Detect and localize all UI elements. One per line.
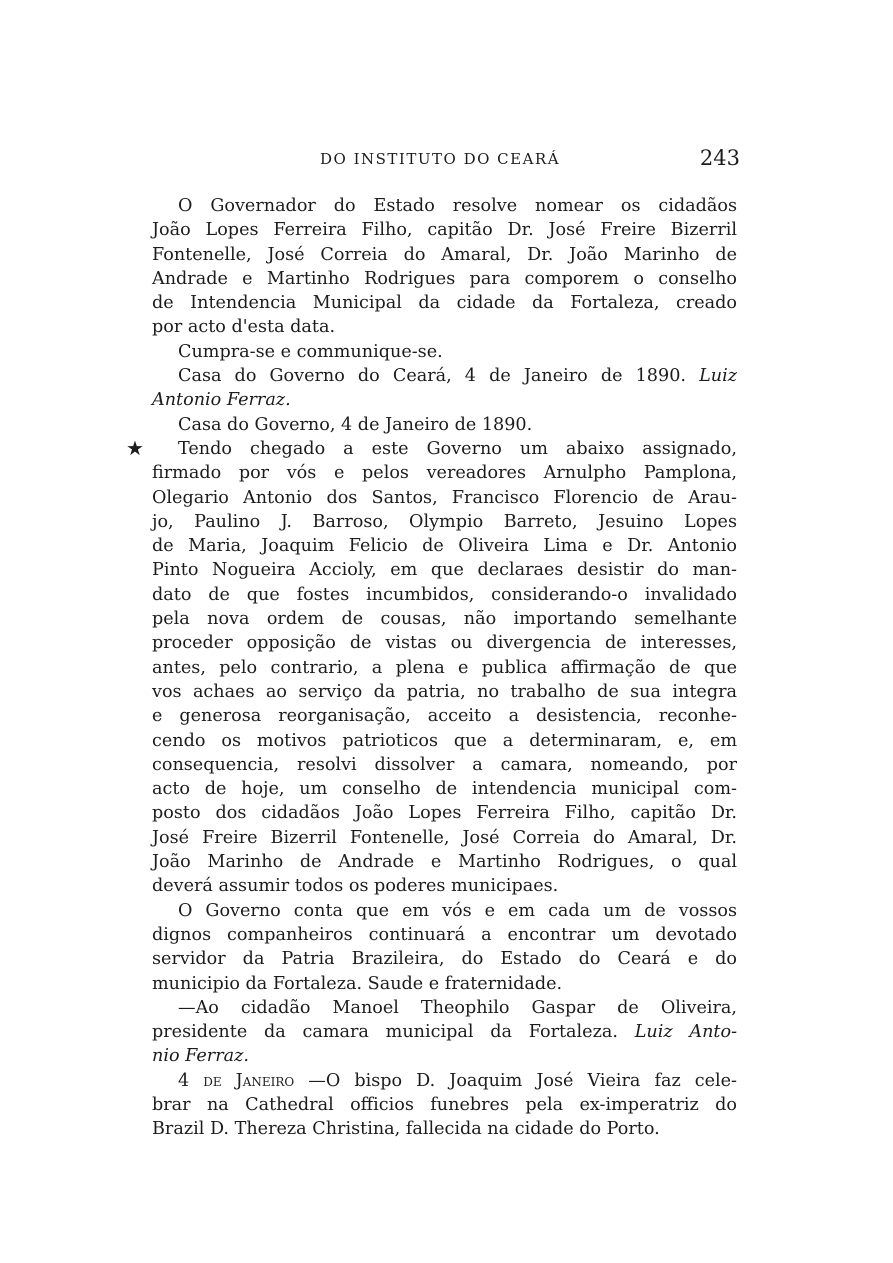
text-line: por acto d'esta data. [152, 317, 336, 338]
text-line: João Marinho de Andrade e Martinho Rodrigues, o qual [152, 852, 737, 873]
text-line: firmado por vós e pelos vereadores Arnulpho Pamplona, [152, 463, 737, 484]
text-line: cendo os motivos patrioticos que a determinaram, e, em [152, 730, 737, 751]
text-line: Brazil D. Thereza Christina, fallecida na cidade do Porto. [152, 1119, 660, 1140]
text-line: consequencia, resolvi dissolver a camara, nomeando, por [152, 754, 737, 775]
text-line: Casa do Governo, 4 de Janeiro de 1890. [178, 414, 533, 435]
text-line: e generosa reorganisação, acceito a desistencia, reconhe- [152, 706, 737, 727]
page-header [150, 146, 740, 176]
text-line: deverá assumir todos os poderes municipaes. [152, 876, 559, 897]
page-number: 243 [699, 146, 740, 170]
text-line: vos achaes ao serviço da patria, no trabalho de sua integra [152, 681, 737, 702]
signature-name: Luiz [699, 366, 737, 387]
text-line: antes, pelo contrario, a plena e publica affirmação de que [152, 657, 737, 678]
text-line: acto de hoje, um conselho de intendencia municipal com- [152, 779, 737, 800]
text-line: servidor da Patria Brazileira, do Estado do Ceará e do [152, 949, 737, 970]
text-line: jo, Paulino J. Barroso, Olympio Barreto, Jesuino Lopes [152, 511, 737, 532]
addressee-text: presidente da camara municipal da Fortaleza. [152, 1022, 618, 1043]
text-line [152, 388, 737, 412]
text-line: O Governador do Estado resolve nomear os cidadãos [178, 196, 737, 216]
running-head: DO INSTITUTO DO CEARÁ [320, 150, 561, 168]
text-line [152, 1069, 737, 1093]
signature-name: Luiz Anto- [634, 1022, 738, 1043]
text-line: proceder opposição de vistas ou divergencia de interesses, [152, 633, 737, 654]
margin-star-mark: ★ [126, 436, 144, 460]
text-line: Fontenelle, José Correia do Amaral, Dr. João Marinho de [152, 244, 737, 265]
date-heading: 4 de Janeiro [178, 1070, 295, 1091]
text-line: —Ao cidadão Manoel Theophilo Gaspar de Oliveira, [178, 997, 737, 1018]
text-line: Olegario Antonio dos Santos, Francisco Florencio de Arau- [152, 487, 737, 508]
entry-text: —O bispo D. Joaquim José Vieira faz cele- [308, 1070, 738, 1091]
text-line: de Maria, Joaquim Felicio de Oliveira Lima e Dr. Antonio [152, 536, 737, 557]
text-line: João Lopes Ferreira Filho, capitão Dr. José Freire Bizerril [152, 220, 737, 241]
text-line: José Freire Bizerril Fontenelle, José Correia do Amaral, Dr. [152, 827, 737, 848]
signature-name: Antonio Ferraz. [152, 390, 291, 411]
text-line: Andrade e Martinho Rodrigues para comporem o conselho [152, 268, 737, 289]
text-line: de Intendencia Municipal da cidade da Fortaleza, creado [152, 293, 737, 314]
text-line: dignos companheiros continuará a encontrar um devotado [152, 924, 737, 945]
text-line: O Governo conta que em vós e em cada um de vossos [178, 900, 737, 921]
text-line [152, 1020, 737, 1044]
signature-name: nio Ferraz. [152, 1046, 249, 1067]
text-line: Pinto Nogueira Accioly, em que declaraes desistir do man- [152, 560, 737, 581]
text-line: pela nova ordem de cousas, não importando semelhante [152, 609, 737, 630]
text-line [152, 364, 737, 388]
text-line: posto dos cidadãos João Lopes Ferreira Filho, capitão Dr. [152, 803, 737, 824]
date-text: Casa do Governo do Ceará, 4 de Janeiro de 1890. [178, 366, 686, 387]
text-line: brar na Cathedral officios funebres pela ex-imperatriz do [152, 1094, 737, 1115]
text-line: municipio da Fortaleza. Saude e fraternidade. [152, 973, 563, 994]
text-line: Cumpra-se e communique-se. [178, 341, 443, 362]
text-line: Tendo chegado a este Governo um abaixo assignado, [178, 438, 737, 459]
text-line [152, 1044, 737, 1068]
document-body [152, 194, 737, 1142]
text-line: dato de que fostes incumbidos, considerando-o invalidado [152, 584, 737, 605]
